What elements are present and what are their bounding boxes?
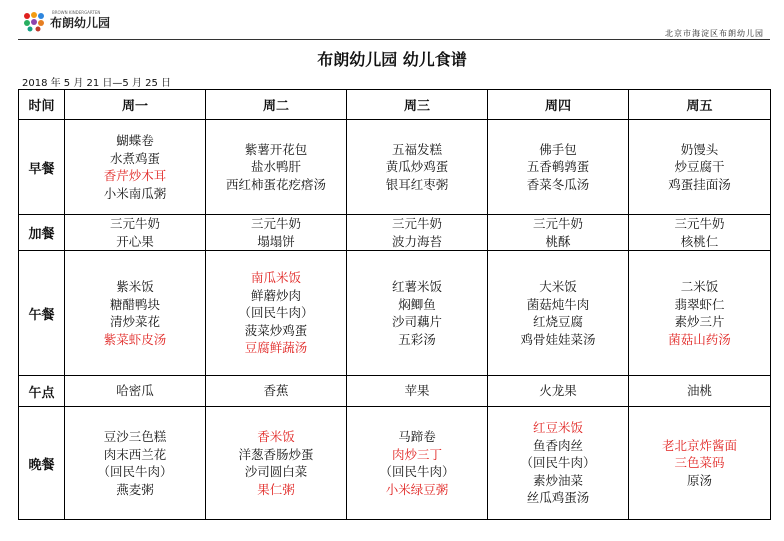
dish-item: 小米绿豆粥 xyxy=(385,481,449,497)
dish-item: 红烧豆腐 xyxy=(532,314,583,329)
menu-cell-lunch-wed xyxy=(347,251,488,376)
menu-cell-lunch-mon xyxy=(65,251,206,376)
dish-item: 香蕉 xyxy=(263,383,289,399)
dish-item: 红豆米饭 xyxy=(532,420,583,436)
menu-cell-lunch-tue xyxy=(206,251,347,376)
menu-cell-breakfast-tue xyxy=(206,120,347,215)
menu-cell-dinner-tue xyxy=(206,407,347,520)
meal-label: 早餐 xyxy=(19,120,65,215)
dish-item: 香芹炒木耳 xyxy=(103,168,167,183)
menu-cell-breakfast-mon xyxy=(65,120,206,215)
menu-cell-dinner-fri xyxy=(629,407,771,520)
table-header-row xyxy=(19,90,771,120)
menu-cell-breakfast-wed xyxy=(347,120,488,215)
dish-item: 五彩汤 xyxy=(398,331,436,347)
dish-item: 肉炒三丁 xyxy=(391,446,442,462)
dish-item: 黄瓜炒鸡蛋 xyxy=(385,159,449,175)
meal-row-dinner xyxy=(19,407,771,520)
day-header-wed: 周三 xyxy=(347,90,488,120)
dish-item: 鱼香肉丝 xyxy=(532,437,583,453)
dish-item: 果仁粥 xyxy=(257,481,295,497)
logo-dots-icon xyxy=(22,11,48,33)
dish-item: 塌塌饼 xyxy=(257,233,295,249)
dish-item: 银耳红枣粥 xyxy=(385,176,449,192)
dish-item: 蝴蝶卷 xyxy=(116,133,154,148)
dish-item: 老北京炸酱面 xyxy=(661,437,737,453)
menu-cell-afternoon-snack-tue xyxy=(206,376,347,407)
menu-cell-breakfast-fri xyxy=(629,120,771,215)
logo-text: 布朗幼儿园 xyxy=(50,15,111,30)
menu-cell-lunch-thu xyxy=(488,251,629,376)
time-column-header: 时间 xyxy=(19,90,65,120)
dish-item: 三元牛奶 xyxy=(250,216,301,231)
dish-item: 炒豆腐干 xyxy=(674,159,725,175)
dish-item: 香菜冬瓜汤 xyxy=(526,176,590,192)
dish-item: 鸡骨娃娃菜汤 xyxy=(520,331,596,347)
dish-item: 紫菜虾皮汤 xyxy=(103,331,167,347)
dish-item: 糖醋鸭块 xyxy=(109,296,160,312)
day-header-thu: 周四 xyxy=(488,90,629,120)
dish-item: 南瓜米饭 xyxy=(250,270,301,286)
dish-item: 苹果 xyxy=(404,383,430,399)
dish-item: 原汤 xyxy=(686,472,712,488)
menu-cell-lunch-fri xyxy=(629,251,771,376)
meal-label: 晚餐 xyxy=(19,407,65,520)
dish-item: 沙司藕片 xyxy=(391,314,442,329)
dish-item: 西红柿蛋花疙瘩汤 xyxy=(225,176,326,192)
date-range: 2018 年 5 月 21 日—5 月 25 日 xyxy=(22,78,172,89)
dish-item: 二米饭 xyxy=(680,279,719,294)
dish-item: 奶馒头 xyxy=(680,141,719,157)
logo-subtext: BROWN KINDERGARTEN xyxy=(52,10,101,15)
meal-label: 午餐 xyxy=(19,251,65,376)
dish-item: 佛手包 xyxy=(539,141,577,157)
dish-item: 开心果 xyxy=(116,233,154,249)
org-address: 北京市海淀区布朗幼儿园 xyxy=(665,29,764,38)
dish-item: 五福发糕 xyxy=(391,141,442,157)
day-header-fri: 周五 xyxy=(629,90,771,120)
dish-item: 翡翠虾仁 xyxy=(674,296,725,312)
dish-item: 水煮鸡蛋 xyxy=(109,150,160,166)
dish-item: 紫薯开花包 xyxy=(244,141,308,157)
dish-item: 三元牛奶 xyxy=(391,216,442,231)
menu-cell-afternoon-snack-thu xyxy=(488,376,629,407)
dish-item: 豆沙三色糕 xyxy=(103,429,167,444)
header-divider xyxy=(18,39,770,40)
dish-item: 三元牛奶 xyxy=(109,216,160,231)
dish-item: 鸡蛋挂面汤 xyxy=(668,176,731,192)
dish-item: 马蹄卷 xyxy=(398,429,436,444)
dish-item: （回民牛肉） xyxy=(379,464,455,479)
dish-item: 洋葱香肠炒蛋 xyxy=(238,446,314,462)
menu-cell-dinner-mon xyxy=(65,407,206,520)
menu-cell-snack-fri xyxy=(629,215,771,251)
dish-item: 火龙果 xyxy=(539,383,577,399)
dish-item: 肉末西兰花 xyxy=(103,446,167,462)
dish-item: 三元牛奶 xyxy=(674,216,725,231)
dish-item: 三元牛奶 xyxy=(532,216,583,231)
dish-item: 红薯米饭 xyxy=(391,279,442,294)
dish-item: 清炒菜花 xyxy=(109,314,160,329)
dish-item: 焖鲫鱼 xyxy=(398,296,436,312)
meal-label: 加餐 xyxy=(19,215,65,251)
day-header-mon: 周一 xyxy=(65,90,206,120)
dish-item: （回民牛肉） xyxy=(238,305,314,321)
dish-item: （回民牛肉） xyxy=(520,455,596,471)
dish-item: 香米饭 xyxy=(257,429,295,444)
menu-cell-dinner-wed xyxy=(347,407,488,520)
dish-item: 鲜蘑炒肉 xyxy=(250,287,301,303)
menu-table xyxy=(18,89,771,520)
menu-cell-afternoon-snack-fri xyxy=(629,376,771,407)
dish-item: 三色菜码 xyxy=(674,455,725,471)
dish-item: 豆腐鲜蔬汤 xyxy=(244,340,308,356)
menu-cell-dinner-thu xyxy=(488,407,629,520)
meal-label: 午点 xyxy=(19,376,65,407)
meal-row-snack xyxy=(19,215,771,251)
dish-item: （回民牛肉） xyxy=(97,464,173,479)
meal-row-breakfast xyxy=(19,120,771,215)
menu-cell-afternoon-snack-wed xyxy=(347,376,488,407)
dish-item: 菌菇山药汤 xyxy=(668,331,731,347)
dish-item: 素炒油菜 xyxy=(532,472,583,488)
kindergarten-logo xyxy=(22,11,110,33)
day-header-tue: 周二 xyxy=(206,90,347,120)
dish-item: 小米南瓜粥 xyxy=(103,185,167,201)
dish-item: 菠菜炒鸡蛋 xyxy=(244,322,308,338)
dish-item: 丝瓜鸡蛋汤 xyxy=(526,490,590,506)
dish-item: 五香鹌鹑蛋 xyxy=(526,159,590,175)
dish-item: 紫米饭 xyxy=(116,279,154,294)
dish-item: 油桃 xyxy=(686,383,712,399)
dish-item: 波力海苔 xyxy=(391,233,442,249)
meal-row-lunch xyxy=(19,251,771,376)
menu-cell-afternoon-snack-mon xyxy=(65,376,206,407)
menu-cell-snack-wed xyxy=(347,215,488,251)
menu-cell-breakfast-thu xyxy=(488,120,629,215)
meal-row-afternoon-snack xyxy=(19,376,771,407)
dish-item: 哈密瓜 xyxy=(116,383,154,399)
dish-item: 核桃仁 xyxy=(680,233,719,249)
dish-item: 燕麦粥 xyxy=(116,481,154,497)
dish-item: 盐水鸭肝 xyxy=(250,159,301,175)
menu-cell-snack-mon xyxy=(65,215,206,251)
dish-item: 沙司圆白菜 xyxy=(244,464,308,479)
dish-item: 素炒三片 xyxy=(674,314,725,329)
menu-cell-snack-thu xyxy=(488,215,629,251)
dish-item: 大米饭 xyxy=(539,279,577,294)
menu-cell-snack-tue xyxy=(206,215,347,251)
page-title: 布朗幼儿园 幼儿食谱 xyxy=(317,50,467,69)
dish-item: 桃酥 xyxy=(545,233,571,249)
dish-item: 菌菇炖牛肉 xyxy=(526,296,590,312)
